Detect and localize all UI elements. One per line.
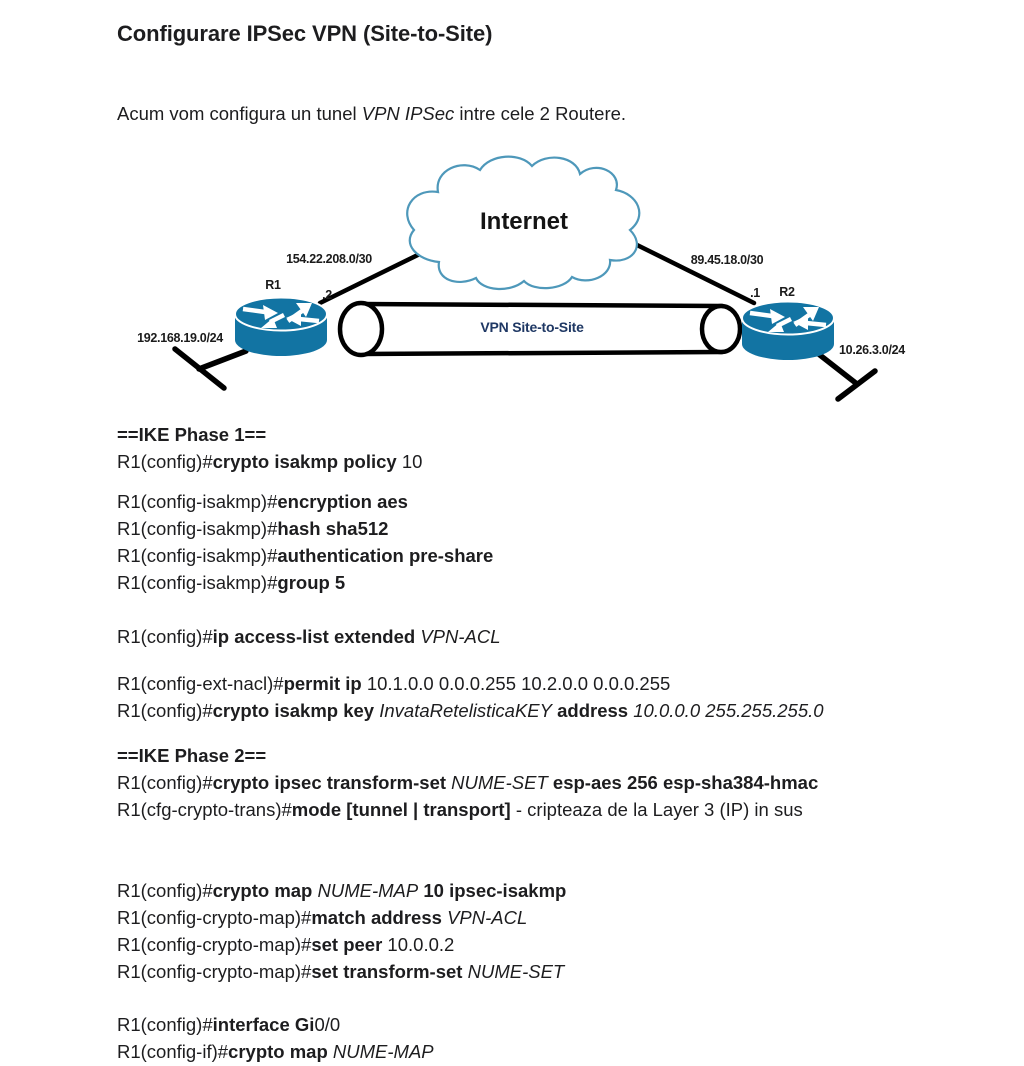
text-segment: group 5 <box>277 572 346 593</box>
command-line <box>117 448 984 475</box>
text-segment: R1(config-crypto-map)# <box>117 961 312 982</box>
text-segment: 0/0 <box>314 1014 341 1035</box>
text-segment: NUME-SET <box>467 961 565 982</box>
command-line <box>117 1011 984 1038</box>
text-segment: R1(config)# <box>117 772 213 793</box>
text-segment: VPN-ACL <box>447 907 528 928</box>
tunnel-left-ring <box>340 303 382 355</box>
text-segment: crypto map <box>212 880 313 901</box>
text-segment: esp-aes 256 esp-sha384-hmac <box>552 772 819 793</box>
text-segment: R1(config-ext-nacl)# <box>117 673 284 694</box>
spacer <box>117 596 984 623</box>
lan-line-r1 <box>199 351 246 369</box>
command-line <box>117 904 984 931</box>
r2-lan-subnet-label: 10.26.3.0/24 <box>839 343 905 357</box>
text-segment: R1(config-isakmp)# <box>117 491 278 512</box>
text-segment: address <box>557 700 629 721</box>
text-segment: R1(cfg-crypto-trans)# <box>117 799 292 820</box>
command-line <box>117 515 984 542</box>
text-segment: crypto isakmp policy <box>212 451 397 472</box>
r1-name-label: R1 <box>265 278 281 292</box>
command-line <box>117 421 984 448</box>
page-title: Configurare IPSec VPN (Site-to-Site) <box>117 21 493 46</box>
text-segment: VPN IPSec <box>361 103 455 124</box>
text-segment: 10 ipsec-isakmp <box>423 880 567 901</box>
intro-paragraph <box>117 100 984 127</box>
tunnel-label: VPN Site-to-Site <box>480 319 584 335</box>
text-segment: 10.0.0.0 255.255.255.0 <box>633 700 824 721</box>
text-segment: interface Gi <box>212 1014 315 1035</box>
text-segment: VPN-ACL <box>420 626 501 647</box>
command-line <box>117 877 984 904</box>
tunnel-top-line <box>362 304 722 306</box>
text-segment: R1(config-isakmp)# <box>117 518 278 539</box>
text-segment: NUME-MAP <box>317 880 419 901</box>
spacer <box>117 985 984 1011</box>
text-segment: hash sha512 <box>277 518 389 539</box>
command-line <box>117 697 984 724</box>
text-segment: R1(config-crypto-map)# <box>117 907 312 928</box>
text-segment: R1(config-isakmp)# <box>117 545 278 566</box>
text-segment: NUME-SET <box>451 772 548 793</box>
config-commands <box>117 421 984 1065</box>
internet-label: Internet <box>479 208 569 235</box>
command-line <box>117 769 984 796</box>
r2-name-label: R2 <box>779 285 795 299</box>
text-segment: ip access-list extended <box>212 626 416 647</box>
text-segment: 10 <box>396 451 423 472</box>
text-segment: R1(config-if)# <box>117 1041 229 1062</box>
spacer <box>117 650 984 670</box>
text-segment: R1(config)# <box>117 626 213 647</box>
text-segment: authentication pre-share <box>277 545 494 566</box>
command-line <box>117 623 984 650</box>
text-segment: R1(config)# <box>117 700 213 721</box>
spacer <box>117 724 984 742</box>
command-line <box>117 569 984 596</box>
text-segment: set transform-set <box>311 961 463 982</box>
text-segment: 10.0.0.2 <box>382 934 455 955</box>
text-segment: R1(config)# <box>117 1014 213 1035</box>
text-segment: intre cele 2 Routere. <box>454 103 627 124</box>
command-line <box>117 670 984 697</box>
command-line <box>117 931 984 958</box>
text-segment: ==IKE Phase 1== <box>117 424 267 445</box>
r2-iface-label: .1 <box>750 286 760 300</box>
spacer <box>117 475 984 488</box>
text-segment: crypto ipsec transform-set <box>212 772 447 793</box>
tunnel-bottom-line <box>362 352 722 354</box>
text-segment: permit ip <box>283 673 362 694</box>
text-segment: R1(config-crypto-map)# <box>117 934 312 955</box>
text-segment: ==IKE Phase 2== <box>117 745 267 766</box>
text-segment: R1(config)# <box>117 451 213 472</box>
text-segment: - cripteaza de la Layer 3 (IP) in sus <box>510 799 803 820</box>
command-line <box>117 1038 984 1065</box>
command-line <box>117 958 984 985</box>
command-line <box>117 542 984 569</box>
network-diagram <box>0 150 1024 415</box>
text-segment: NUME-MAP <box>332 1041 434 1062</box>
tunnel-right-ring <box>702 306 740 352</box>
command-line <box>117 742 984 769</box>
text-segment: match address <box>311 907 442 928</box>
command-line <box>117 488 984 515</box>
router-r2-icon <box>742 302 834 361</box>
text-segment: crypto isakmp key <box>212 700 375 721</box>
r1-lan-subnet-label: 192.168.19.0/24 <box>137 331 223 345</box>
text-segment: encryption aes <box>277 491 408 512</box>
text-segment: set peer <box>311 934 383 955</box>
text-segment: R1(config-isakmp)# <box>117 572 278 593</box>
text-segment: R1(config)# <box>117 880 213 901</box>
spacer <box>117 823 984 877</box>
router-r1-icon <box>235 298 327 357</box>
text-segment: 10.1.0.0 0.0.0.255 10.2.0.0 0.0.0.255 <box>361 673 671 694</box>
text-segment: Acum vom configura un tunel <box>117 103 362 124</box>
r2-wan-subnet-label: 89.45.18.0/30 <box>690 253 764 267</box>
text-segment: InvataRetelisticaKEY <box>379 700 552 721</box>
network-diagram-canvas <box>0 150 1024 415</box>
r1-iface-label: .2 <box>322 288 332 302</box>
text-segment: crypto map <box>228 1041 328 1062</box>
command-line <box>117 796 984 823</box>
lan-terminator-r1 <box>175 349 224 388</box>
wan-link-r2-internet <box>625 239 754 303</box>
r1-wan-subnet-label: 154.22.208.0/30 <box>286 252 372 266</box>
text-segment: mode [tunnel | transport] <box>291 799 511 820</box>
